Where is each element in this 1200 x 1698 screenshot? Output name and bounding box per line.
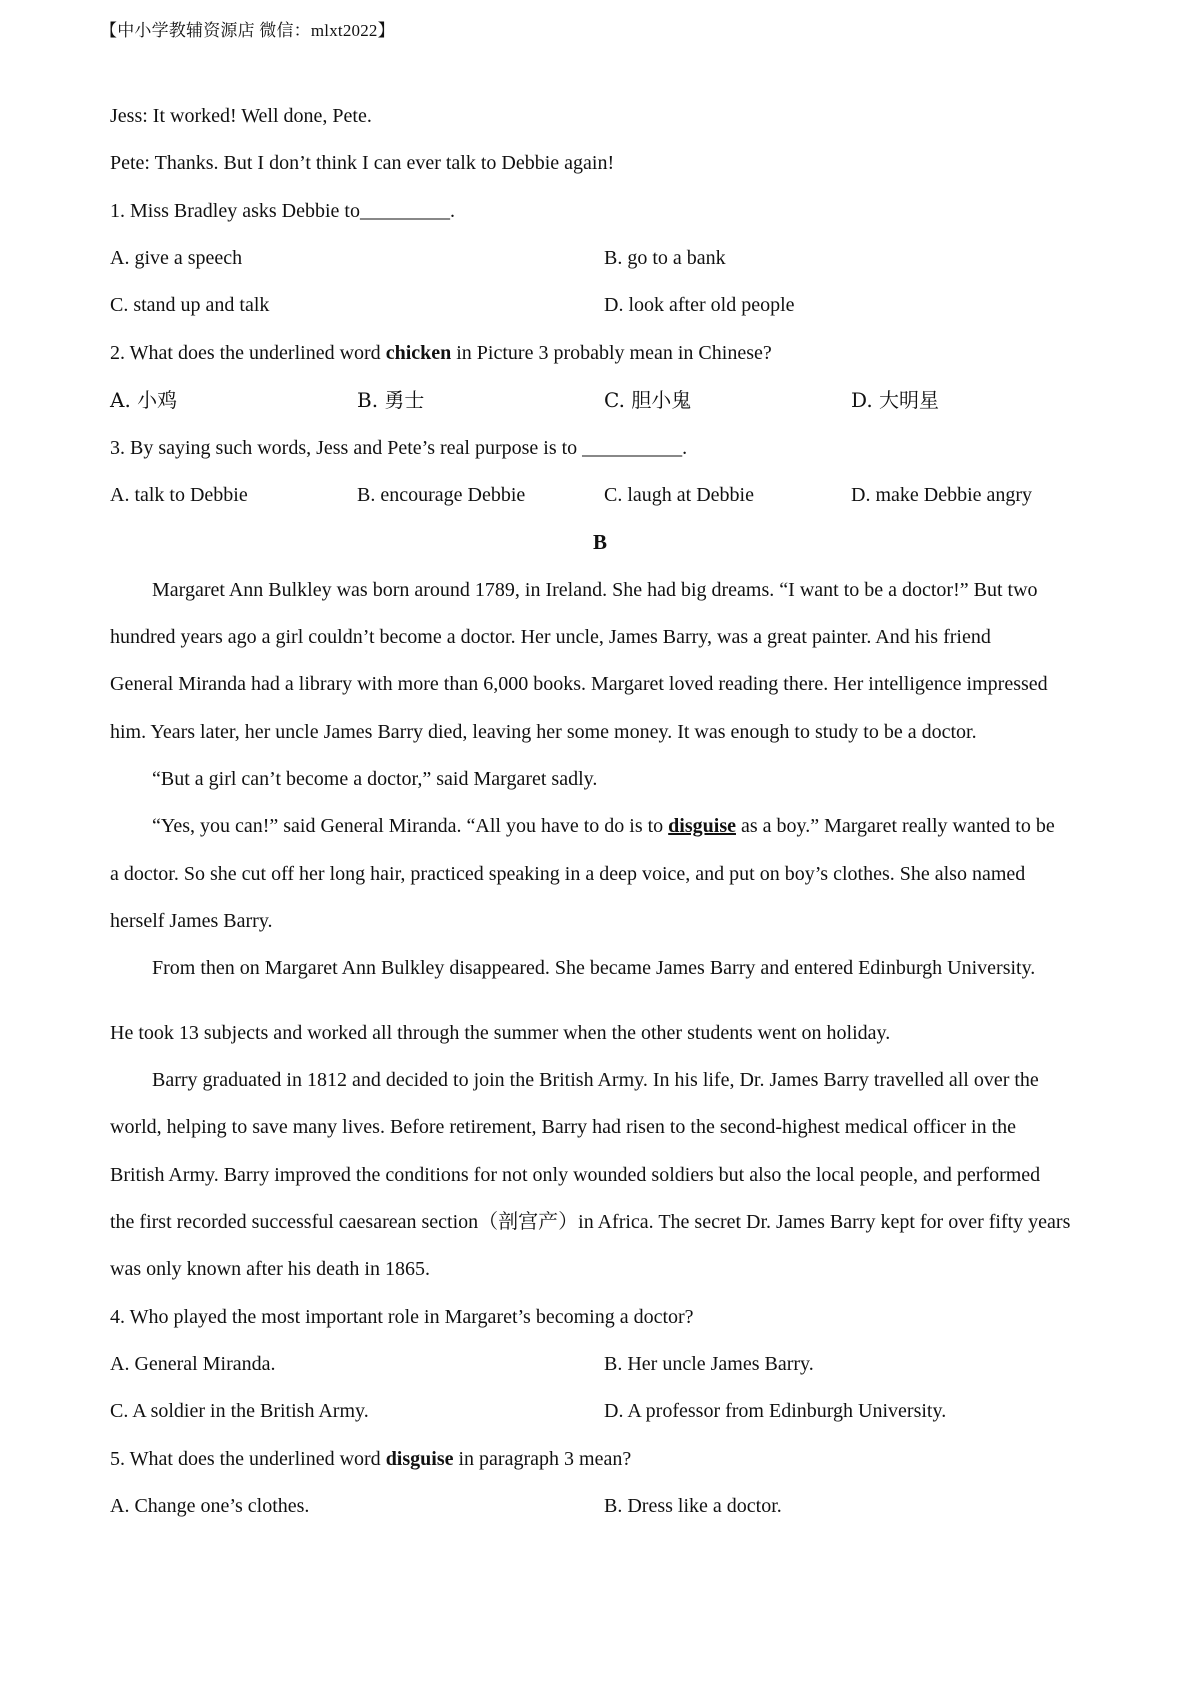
passage-line: From then on Margaret Ann Bulkley disappeared. She became James Barry and entered Edinburgh University. [152, 957, 1036, 979]
question-1-options-row-1 [110, 246, 1090, 270]
keyword-disguise: disguise [385, 1448, 454, 1470]
question-3-stem: 3. By saying such words, Jess and Pete’s real purpose is to __________. [110, 437, 688, 459]
question-5-options-row-1 [110, 1494, 1090, 1518]
passage-line: herself James Barry. [110, 910, 273, 932]
option-c: C. 胆小鬼 [604, 388, 692, 412]
option-d: D. make Debbie angry [851, 484, 1033, 506]
passage-line: hundred years ago a girl couldn’t become a doctor. Her uncle, James Barry, was a great painter. And his friend [110, 626, 991, 648]
question-4-options-row-1 [110, 1352, 1090, 1376]
dialogue-line: Jess: It worked! Well done, Pete. [110, 105, 372, 127]
option-d: D. 大明星 [851, 388, 940, 412]
keyword-disguise: disguise [668, 815, 736, 837]
passage-line: was only known after his death in 1865. [110, 1258, 430, 1280]
passage-line: a doctor. So she cut off her long hair, practiced speaking in a deep voice, and put on boy’s clothes. She also named [110, 863, 1026, 885]
question-3-options [110, 483, 1090, 507]
passage-line: him. Years later, her uncle James Barry died, leaving her some money. It was enough to study to be a doctor. [110, 721, 977, 743]
question-1-options-row-2 [110, 293, 1090, 317]
option-a: A. give a speech [110, 247, 243, 269]
option-c: C. A soldier in the British Army. [110, 1400, 369, 1422]
option-a: A. 小鸡 [110, 388, 178, 412]
passage-line: He took 13 subjects and worked all through the summer when the other students went on holiday. [110, 1022, 891, 1044]
question-4-options-row-2 [110, 1399, 1090, 1423]
option-d: D. look after old people [604, 294, 795, 316]
passage-line: world, helping to save many lives. Before retirement, Barry had risen to the second-highest medical officer in the [110, 1116, 1017, 1138]
watermark-header: 【中小学教辅资源店 微信：mlxt2022】 [100, 21, 395, 40]
option-c: C. laugh at Debbie [604, 484, 754, 506]
question-4-stem: 4. Who played the most important role in Margaret’s becoming a doctor? [110, 1306, 694, 1328]
question-5-stem: 5. What does the underlined word disguise in paragraph 3 mean? [110, 1448, 632, 1470]
option-b: B. Her uncle James Barry. [604, 1353, 814, 1375]
passage-line: Barry graduated in 1812 and decided to join the British Army. In his life, Dr. James Barry travelled all over the [152, 1069, 1039, 1091]
option-b: B. encourage Debbie [357, 484, 526, 506]
option-b: B. Dress like a doctor. [604, 1495, 782, 1517]
passage-line: the first recorded successful caesarean section（剖宫产）in Africa. The secret Dr. James Barry kept for over fifty years [110, 1211, 1071, 1233]
option-a: A. Change one’s clothes. [110, 1495, 310, 1517]
passage-line: British Army. Barry improved the conditions for not only wounded soldiers but also the local people, and performed [110, 1164, 1041, 1186]
option-d: D. A professor from Edinburgh University. [604, 1400, 947, 1422]
option-b: B. 勇士 [357, 388, 425, 412]
keyword-chicken: chicken [385, 342, 452, 364]
section-title: B [592, 530, 607, 554]
question-2-options [110, 388, 1090, 412]
passage-line: “Yes, you can!” said General Miranda. “All you have to do is to disguise as a boy.” Margaret really wanted to be [152, 815, 1055, 837]
dialogue-line: Pete: Thanks. But I don’t think I can ever talk to Debbie again! [110, 152, 615, 174]
option-a: A. General Miranda. [110, 1353, 276, 1375]
passage-line: General Miranda had a library with more than 6,000 books. Margaret loved reading there. Her intelligence impressed [110, 673, 1048, 695]
option-b: B. go to a bank [604, 247, 726, 269]
question-1-stem: 1. Miss Bradley asks Debbie to_________. [110, 200, 455, 222]
option-a: A. talk to Debbie [110, 484, 248, 506]
passage-line: Margaret Ann Bulkley was born around 1789, in Ireland. She had big dreams. “I want to be a doctor!” But two [152, 579, 1038, 601]
question-2-stem: 2. What does the underlined word chicken in Picture 3 probably mean in Chinese? [110, 342, 772, 364]
option-c: C. stand up and talk [110, 294, 270, 316]
passage-line: “But a girl can’t become a doctor,” said Margaret sadly. [152, 768, 598, 790]
